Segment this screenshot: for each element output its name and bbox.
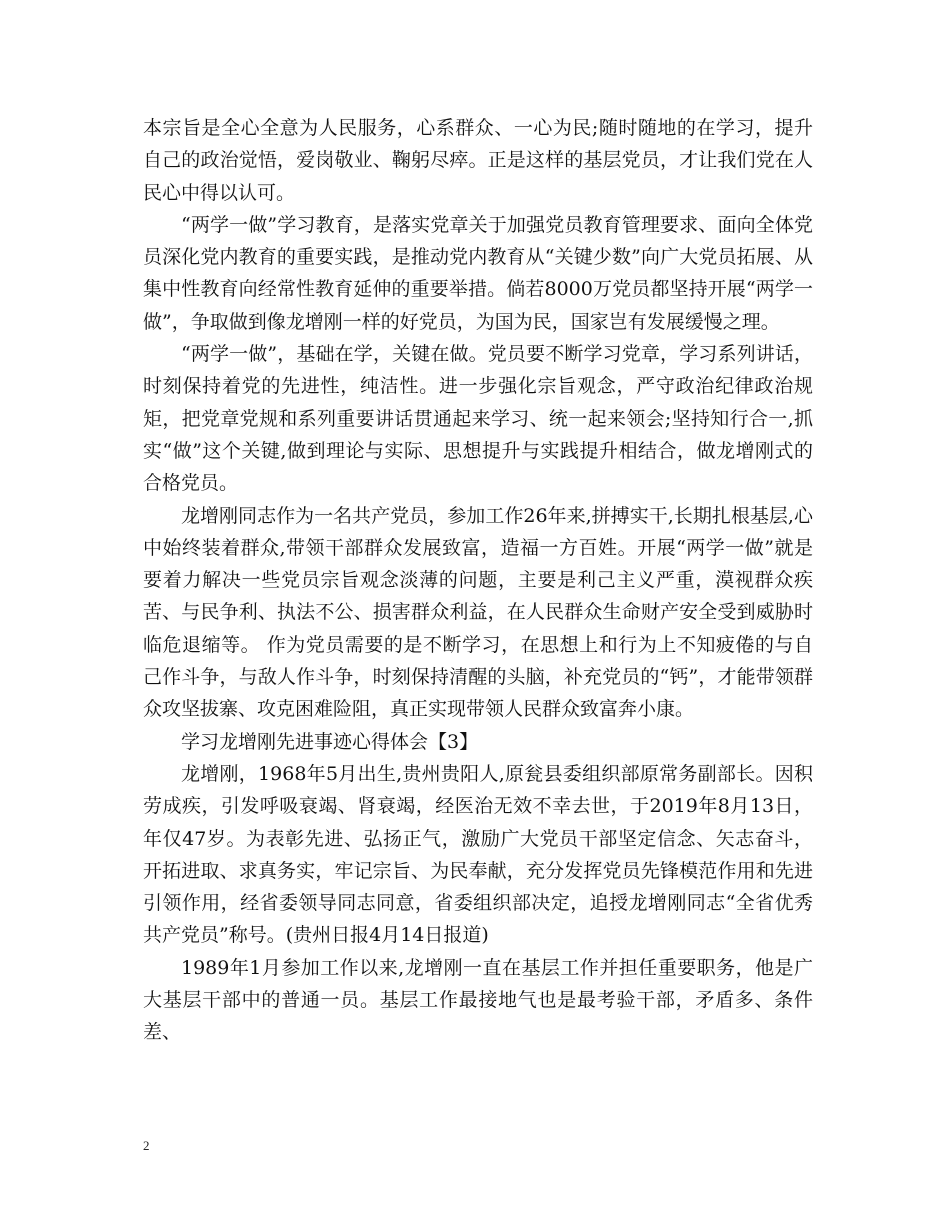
page-number: 2 xyxy=(143,1138,150,1153)
paragraph-foundation-in-learning: “两学一做”，基础在学，关键在做。党员要不断学习党章，学习系列讲话，时刻保持着党的先进性，纯洁性。进一步强化宗旨观念，严守政治纪律政治规矩，把党章党规和系列重要讲话贯通起来学习、统一起来领会;坚持知行合一,抓实“做”这个关键,做到理论与实际、思想提升与实践提升相结合，做龙增刚式的合格党员。 xyxy=(143,343,813,495)
paragraph-long-zenggang-as-party-member: 龙增刚同志作为一名共产党员，参加工作26年来,拼搏实干,长期扎根基层,心中始终装着群众,带领干部群众发展致富，造福一方百姓。开展“两学一做”就是要着力解决一些党员宗旨观念淡薄的问题，主要是利己主义严重，漠视群众疾苦、与民争利、执法不公、损害群众利益，在人民群众生命财产安全受到威胁时临危退缩等。 作为党员需要的是不断学习，在思想上和行为上不知疲倦的与自己作斗争，与敌人作斗争，时刻保持清醒的头脑，补充党员的“钙”，才能带领群众攻坚拔寨、攻克困难险阻，真正实现带领人民群众致富奔小康。 xyxy=(143,504,813,721)
section-heading: 学习龙增刚先进事迹心得体会【3】 xyxy=(181,730,479,753)
document-body xyxy=(143,112,813,1049)
paragraph-continuation: 本宗旨是全心全意为人民服务，心系群众、一心为民;随时随地的在学习，提升自己的政治觉悟，爱岗敬业、鞠躬尽瘁。正是这样的基层党员，才让我们党在人民心中得以认可。 xyxy=(143,117,813,204)
paragraph-career-since-1989: 1989年1月参加工作以来,龙增刚一直在基层工作并担任重要职务，他是广大基层干部中的普通一员。基层工作最接地气也是最考验干部，矛盾多、条件差、 xyxy=(143,956,813,1044)
paragraph-biography: 龙增刚，1968年5月出生,贵州贵阳人,原瓮县委组织部原常务副部长。因积劳成疾，引发呼吸衰竭、肾衰竭，经医治无效不幸去世，于2019年8月13日，年仅47岁。为表彰先进、弘扬正气，激励广大党员干部坚定信念、矢志奋斗，开拓进取、求真务实，牢记宗旨、为民奉献，充分发挥党员先锋模范作用和先进引领作用，经省委领导同志同意，省委组织部决定，追授龙增刚同志“全省优秀共产党员”称号。(贵州日报4月14日报道) xyxy=(143,762,813,947)
paragraph-two-learn-one-do-education: “两学一做”学习教育，是落实党章关于加强党员教育管理要求、面向全体党员深化党内教育的重要实践，是推动党内教育从“关键少数”向广大党员拓展、从集中性教育向经常性教育延伸的重要举措。倘若8000万党员都坚持开展“两学一做”，争取做到像龙增刚一样的好党员，为国为民，国家岂有发展缓慢之理。 xyxy=(143,213,813,333)
